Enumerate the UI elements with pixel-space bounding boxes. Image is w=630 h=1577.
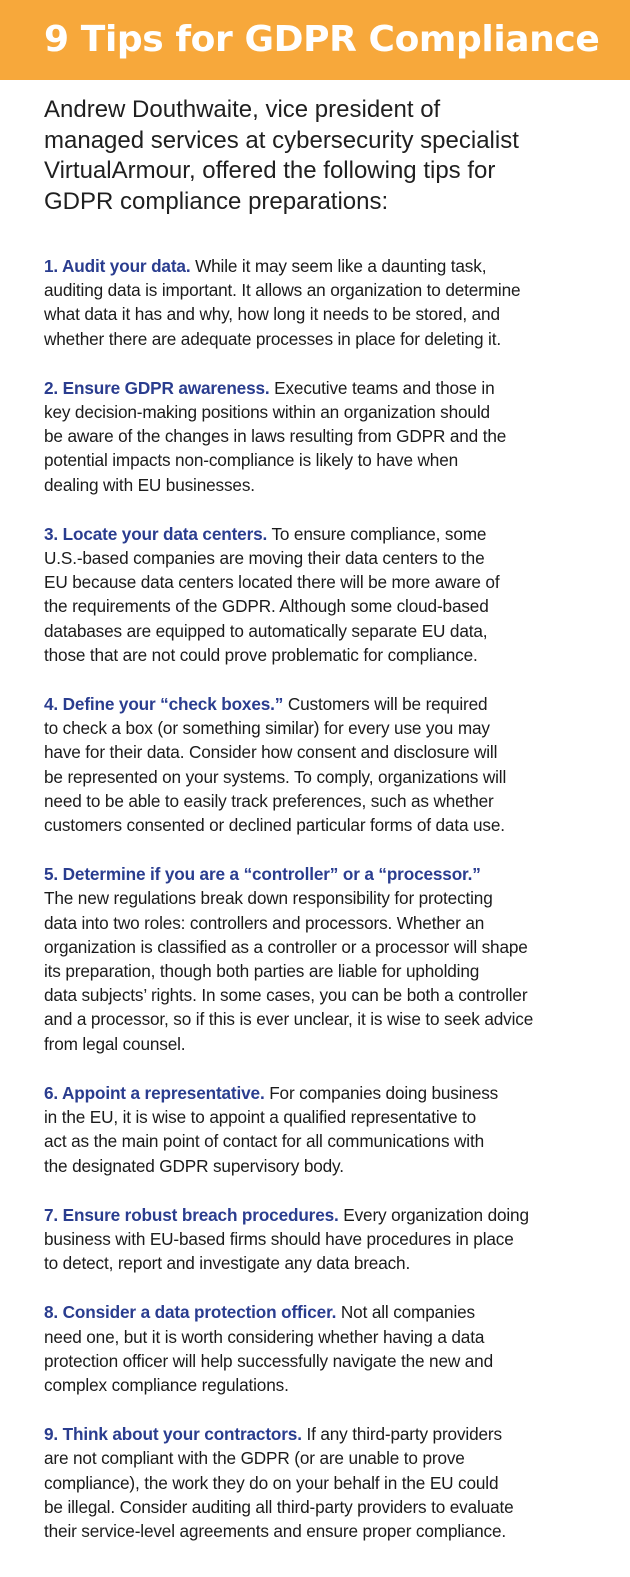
page-title: 9 Tips for GDPR Compliance (44, 19, 600, 60)
tip-body: For companies doing business in the EU, it is wise to appoint a qualified representative to act as the main point of contact for all communications with the designated GDPR supervisory body. (44, 1082, 499, 1176)
tip-heading: 6. Appoint a representative. (44, 1082, 265, 1103)
tip-body: Customers will be required to check a box (or something similar) for every use you may have for their data. Consider how consent and disclosure will be represented on your systems. To comply, organizations will need to be able to easily track preferences, such as whether customers consented or declined particular forms of data use. (44, 694, 507, 836)
tip-heading: 5. Determine if you are a “controller” or a “processor.” (44, 864, 481, 885)
tip-heading: 9. Think about your contractors. (44, 1424, 302, 1445)
tip-body: The new regulations break down responsibility for protecting data into two roles: controllers and processors. Whether an organization is classified as a controller or a processor will shape its preparation, though both parties are liable for upholding data subjects’ rights. In some cases, you can be both a controller and a processor, so if this is ever unclear, it is wise to seek advice from legal counsel. (44, 888, 534, 1054)
tip-heading: 2. Ensure GDPR awareness. (44, 377, 270, 398)
tips-list (44, 254, 600, 1568)
title-banner (0, 0, 630, 80)
tip-body: Executive teams and those in key decision-making positions within an organization should be aware of the changes in laws resulting from GDPR and the potential impacts non-compliance is likely to have when dealing with EU businesses. (44, 377, 507, 495)
tip-body: While it may seem like a daunting task, auditing data is important. It allows an organization to determine what data it has and why, how long it needs to be stored, and whether there are adequate processes in place for deleting it. (44, 256, 521, 349)
intro-paragraph: Andrew Douthwaite, vice president of managed services at cybersecurity specialist VirtualArmour, offered the following tips for GDPR compliance preparations: (44, 96, 519, 215)
tip-heading: 1. Audit your data. (44, 256, 191, 276)
tip-body: Every organization doing business with EU-based firms should have procedures in place to detect, report and investigate any data breach. (44, 1204, 529, 1274)
tip-heading: 4. Define your “check boxes.” (44, 694, 284, 715)
tip-item (44, 376, 600, 497)
tip-body: To ensure compliance, some U.S.-based companies are moving their data centers to the EU because data centers located there will be more aware of the requirements of the GDPR. Although some cloud-based databases are equipped to automatically separate EU data, those that are not could prove problematic for compliance. (44, 523, 500, 665)
tip-item (44, 1300, 600, 1397)
tip-item (44, 1422, 600, 1543)
tip-heading: 8. Consider a data protection officer. (44, 1302, 337, 1323)
tip-item (44, 862, 600, 1056)
tip-item (44, 1081, 600, 1178)
tip-item (44, 254, 600, 351)
tip-heading: 3. Locate your data centers. (44, 523, 268, 544)
tip-heading: 7. Ensure robust breach procedures. (44, 1204, 339, 1225)
tip-body: If any third-party providers are not compliant with the GDPR (or are unable to prove compliance), the work they do on your behalf in the EU could be illegal. Consider auditing all third-party providers to evaluate their service-level agreements and ensure proper compliance. (44, 1424, 514, 1541)
tip-item (44, 522, 600, 667)
tip-item (44, 1203, 600, 1276)
tip-body: Not all companies need one, but it is worth considering whether having a data protection officer will help successfully navigate the new and complex compliance regulations. (44, 1302, 493, 1395)
tip-item (44, 692, 600, 837)
